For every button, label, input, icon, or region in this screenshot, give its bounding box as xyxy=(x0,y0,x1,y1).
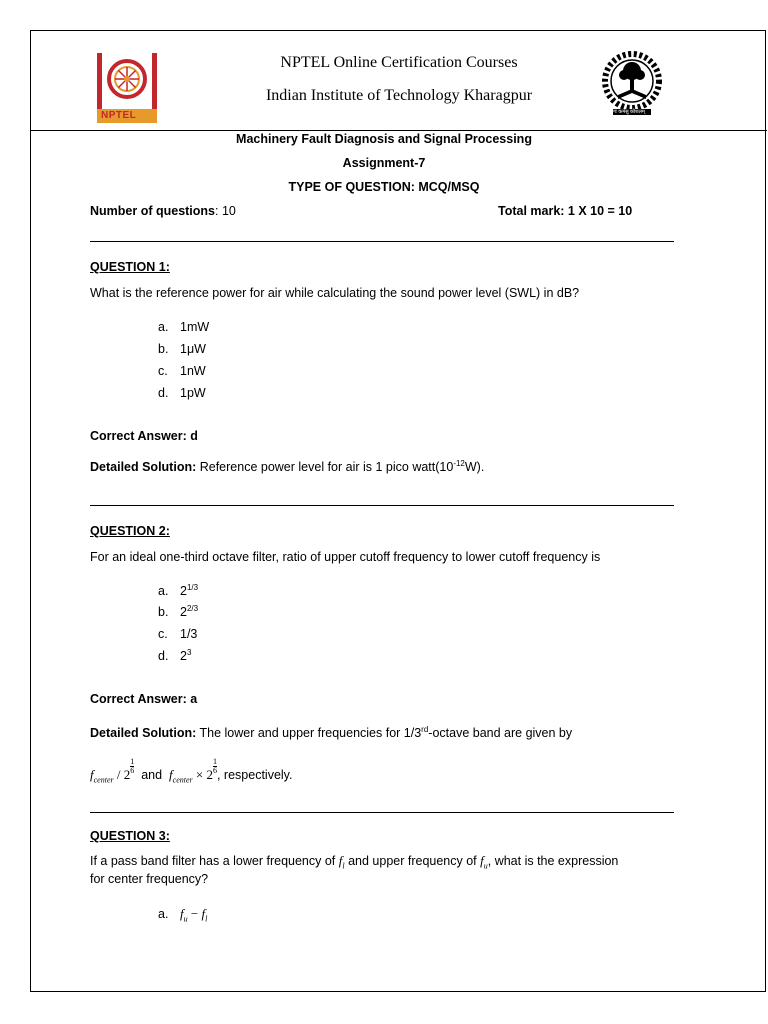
q2-correct-answer: Correct Answer: a xyxy=(90,692,198,706)
q3-option-a: a. $f_u - f_l$ xyxy=(158,906,208,924)
q1-option-c: c. 1nW xyxy=(158,364,206,378)
number-of-questions xyxy=(90,204,236,218)
section-separator xyxy=(90,241,674,242)
q1-correct-answer: Correct Answer: d xyxy=(90,429,198,443)
header-title: NPTEL Online Certification Courses xyxy=(280,54,518,71)
q2-option-a: a. $2^{1/3}$ xyxy=(158,582,199,598)
q1-option-a: a. 1mW xyxy=(158,320,210,334)
q1-option-b: b. 1μW xyxy=(158,342,206,356)
section-separator xyxy=(90,505,674,506)
question-type: TYPE OF QUESTION: MCQ/MSQ xyxy=(288,180,480,194)
section-separator xyxy=(90,812,674,813)
q2-formula-line: $f_{center} / 2$ $\frac{1}{6}$ and $f_{center} \times 2$ $\frac{1}{6}$ , respectively. xyxy=(90,757,293,785)
fraction-exponent: $\frac{1}{6}$ xyxy=(212,757,217,775)
num-questions-label: Number of questions xyxy=(90,204,216,218)
question-1-heading: QUESTION 1: xyxy=(90,260,170,274)
question-2-text: For an ideal one-third octave filter, ratio of upper cutoff frequency to lower cutoff frequency is xyxy=(90,550,601,564)
question-3-text: If a pass band filter has a lower frequency of $f_l$ and upper frequency of $f_u$, what is the expression xyxy=(90,853,619,871)
q1-detailed-solution: Detailed Solution: Reference power level for air is 1 pico $watt(10^{-12}W)$. xyxy=(90,458,485,474)
num-questions-value: : 10 xyxy=(215,204,236,218)
fraction-exponent: $\frac{1}{6}$ xyxy=(130,757,135,775)
q2-detailed-solution: Detailed Solution: The lower and upper frequencies for 1/3rd-octave band are given by xyxy=(90,724,573,740)
document-page xyxy=(30,30,766,992)
question-3-text-line2: for center frequency? xyxy=(90,872,209,886)
q1-option-d: d. 1pW xyxy=(158,386,206,400)
question-3-heading: QUESTION 3: xyxy=(90,829,170,843)
q2-option-b: b. $2^{2/3}$ xyxy=(158,603,199,619)
course-title: Machinery Fault Diagnosis and Signal Processing xyxy=(236,132,532,146)
total-mark: Total mark: 1 X 10 = 10 xyxy=(498,204,633,218)
question-2-heading: QUESTION 2: xyxy=(90,524,170,538)
q2-option-d: d. $2^3$ xyxy=(158,647,192,663)
q2-option-c: c. 1/3 xyxy=(158,627,198,641)
assignment-title: Assignment-7 xyxy=(342,156,426,170)
nptel-logo-text: NPTEL xyxy=(101,110,137,121)
header-subtitle: Indian Institute of Technology Kharagpur xyxy=(265,87,533,104)
header-divider xyxy=(31,130,767,131)
iit-logo-motto: योगः कर्मसु कौशलम् xyxy=(609,109,645,115)
question-1-text: What is the reference power for air while calculating the sound power level (SWL) in dB? xyxy=(90,286,580,300)
